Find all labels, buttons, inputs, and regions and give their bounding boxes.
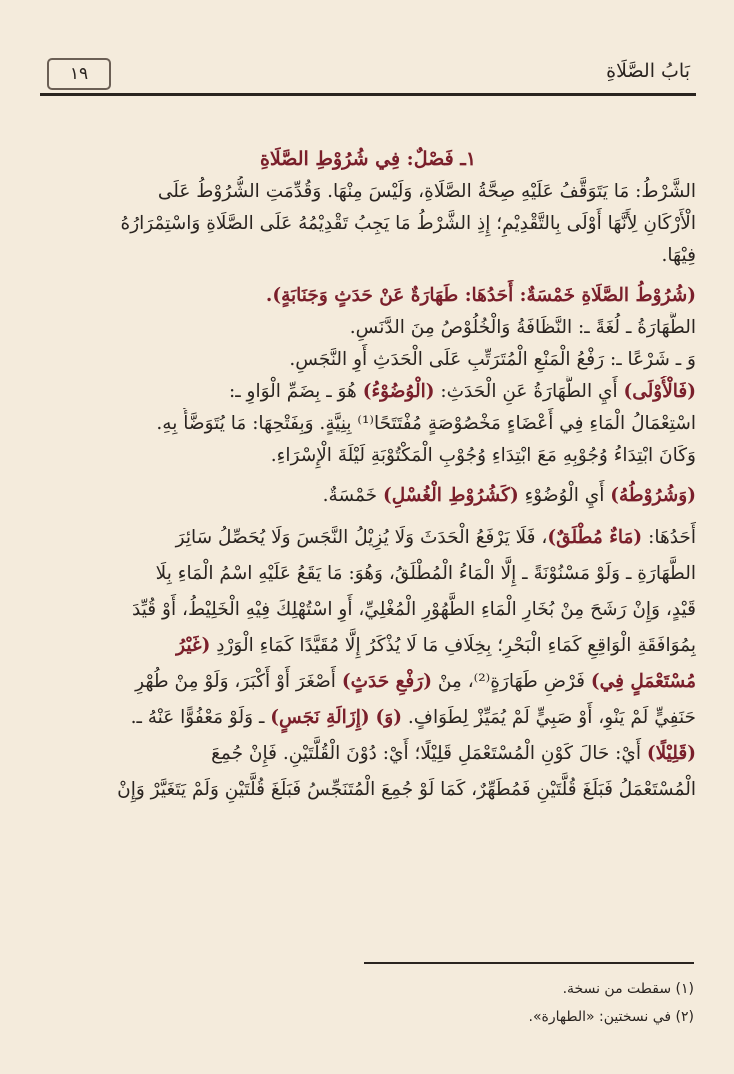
- text-line: الطَّهَارَةِ ـ وَلَوْ مَسْنُوْنَةً ـ إِلَّا الْمَاءُ الْمُطْلَقُ، وَهُوَ: مَا يَقَعُ عَلَيْهِ اسْمُ الْمَاءِ بِلَا: [155, 563, 696, 584]
- text-phrase: أَيْ: حَالَ كَوْنِ الْمُسْتَعْمَلِ قَلِيْلًا؛ أَيْ: دُوْنَ الْقُلَّتَيْنِ. فَإِنْ جُمِعَ: [211, 743, 647, 764]
- page-number: ١٩: [69, 64, 89, 84]
- text-phrase: بِمُوَافَقَةِ الْوَاقِعِ كَمَاءِ الْبَحْرِ؛ بِخِلَافِ مَا لَا يُذْكَرُ إِلَّا مُقَيَّدًا كَمَاءِ الْوَرْدِ: [210, 635, 696, 656]
- text-line: قَيْدٍ، وَإِنْ رَشَحَ مِنْ بُخَارِ الْمَاءِ الطَّهُوْرِ الْمُغْلِيِّ، أَوِ اسْتُهْلِكَ فِيْهِ الْخَلِيْطُ، أَوْ قُيِّدَ: [132, 599, 696, 620]
- text-phrase: ، فَلَا يَرْفَعُ الْحَدَثَ وَلَا يُزِيْلُ النَّجَسَ وَلَا يُحَصِّلُ سَائِرَ: [175, 527, 548, 548]
- matn-phrase: (الْوُضُوْءُ): [362, 381, 435, 402]
- main-text: [40, 142, 696, 808]
- section-title: ١ـ فَصْلٌ: فِي شُرُوْطِ الصَّلَاةِ: [259, 148, 477, 170]
- text-phrase: أَصْغَرَ أَوْ أَكْبَرَ، وَلَوْ مِنْ طُهْرِ: [135, 671, 342, 692]
- text-line: الْمُسْتَعْمَلُ فَبَلَغَ قُلَّتَيْنِ فَمُطَهِّرٌ، كَمَا لَوْ جُمِعَ الْمُتَنَجِّسُ فَبَلَغَ قُلَّتَيْنِ وَلَمْ يَتَغَيَّرْ وَإِنْ: [117, 779, 696, 800]
- text-line: وَكَانَ ابْتِدَاءُ وُجُوْبِهِ مَعَ ابْتِدَاءِ وُجُوْبِ الْمَكْتُوْبَةِ لَيْلَةَ الْإِسْرَاءِ.: [270, 445, 696, 466]
- text-phrase: هُوَ ـ بِضَمِّ الْوَاوِ ـ:: [228, 381, 363, 402]
- text-phrase: ـ وَلَوْ مَعْفُوًّا عَنْهُ ـ.: [130, 707, 271, 728]
- text-line: [40, 628, 696, 664]
- text-line: [40, 520, 696, 556]
- text-line: اسْتِعْمَالُ الْمَاءِ فِي أَعْضَاءٍ مَخْصُوْصَةٍ مُفْتَتَحًا⁽¹⁾ بِنِيَّةٍ. وَبِفَتْحِهَا: مَا يُتَوَضَّأُ بِهِ.: [156, 413, 696, 434]
- footnotes: [38, 975, 694, 1031]
- page-number-box: [47, 58, 111, 90]
- matn-phrase: (كَشُرُوْطِ الْغُسْلِ): [382, 485, 519, 506]
- text-line: [40, 480, 696, 512]
- text-phrase: أَحَدُهَا:: [642, 527, 696, 548]
- text-line: [40, 376, 696, 408]
- matn-phrase: (وَشُرُوْطُهُ): [610, 485, 696, 506]
- text-line: فِيْهَا.: [661, 245, 696, 266]
- matn-phrase: (وَ): [375, 707, 402, 728]
- text-line: [40, 700, 696, 736]
- text-line: [40, 736, 696, 772]
- footnote-rule: [364, 962, 694, 964]
- text-line: الشَّرْطُ: مَا يَتَوَقَّفُ عَلَيْهِ صِحَّةُ الصَّلَاةِ، وَلَيْسَ مِنْهَا. وَقُدِّمَتِ الشُّرُوْطُ عَلَى: [157, 181, 696, 202]
- footnote-2: (٢) في نسختين: «الطهارة».: [528, 1009, 694, 1025]
- text-line: الطَّهَارَةُ ـ لُغَةً ـ: النَّظَافَةُ وَالْخُلُوْصُ مِنَ الدَّنَسِ.: [349, 317, 696, 338]
- text-phrase: خَمْسَةٌ.: [322, 485, 383, 506]
- matn-phrase: (رَفْعِ حَدَثٍ): [341, 671, 432, 692]
- text-line: وَ ـ شَرْعًا ـ: رَفْعُ الْمَنْعِ الْمُتَرَتِّبِ عَلَى الْحَدَثِ أَوِ النَّجَسِ.: [289, 349, 696, 370]
- header-rule: [40, 93, 696, 96]
- matn-phrase: (مَاءٌ مُطْلَقٌ): [547, 527, 643, 548]
- matn-line: (شُرُوْطُ الصَّلَاةِ خَمْسَةٌ: أَحَدُهَا: طَهَارَةٌ عَنْ حَدَثٍ وَجَنَابَةٍ).: [265, 285, 696, 306]
- text-phrase: أَيِ الْوُضُوْءِ: [518, 485, 611, 506]
- text-phrase: أَيِ الطَّهَارَةُ عَنِ الْحَدَثِ:: [434, 381, 624, 402]
- matn-phrase: (غَيْرُ: [176, 635, 211, 656]
- matn-phrase: (فَالْأُوْلَى): [623, 381, 696, 402]
- matn-phrase: (إِزَالَةِ نَجَسٍ): [270, 707, 370, 728]
- text-phrase: حَنَفِيٍّ لَمْ يَنْوِ، أَوْ صَبِيٍّ لَمْ يُمَيِّزْ لِطَوَافٍ.: [402, 707, 696, 728]
- matn-phrase: مُسْتَعْمَلٍ فِي): [590, 671, 696, 692]
- text-line: [40, 664, 696, 700]
- running-title: بَابُ الصَّلَاةِ: [606, 60, 690, 82]
- text-line: الْأَرْكَانِ لِأَنَّهَا أَوْلَى بِالتَّقْدِيْمِ؛ إِذِ الشَّرْطُ مَا يَجِبُ تَقْدِيْمُهُ عَلَى الصَّلَاةِ وَاسْتِمْرَارُهُ: [120, 213, 696, 234]
- matn-phrase: (قَلِيْلًا): [646, 743, 696, 764]
- footnote-1: (١) سقطت من نسخة.: [562, 981, 694, 997]
- text-phrase: فَرْضِ طَهَارَةٍ⁽²⁾، مِنْ: [431, 671, 591, 692]
